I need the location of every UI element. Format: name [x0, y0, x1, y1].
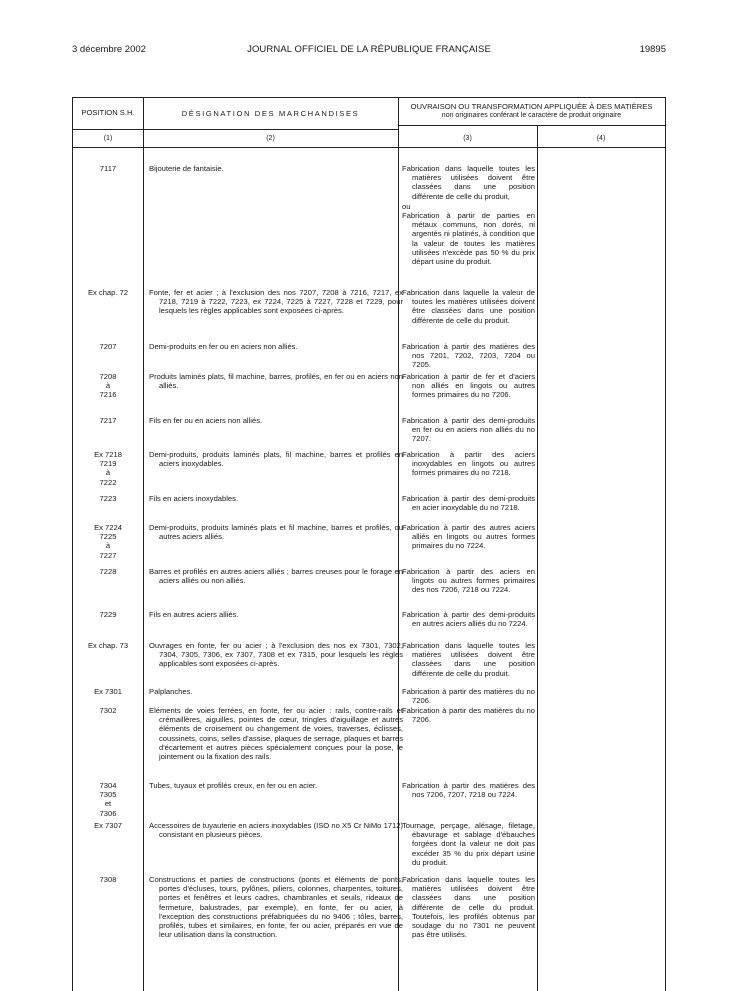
- processing-rule: [402, 821, 535, 868]
- processing-rule-paragraph: Tournage, perçage, alésage, filetage, ébavurage et sablage d'ébauches forgées dont la valeur ne doit pas excéder 35 % du prix départ usine du produit.: [402, 821, 535, 867]
- hs-position-line: 7207: [99, 342, 117, 351]
- goods-designation: Constructions et parties de constructions (ponts et éléments de ponts, portes d'écluses, tours, pylônes, piliers, colonnes, charpentes, toitures, portes et fenêtres et leurs cadres, chambranles et seuils, rideaux de fermeture, balustrades, par exemple), en fonte, fer ou acier, à l'exception des constructions préfabriquées du no 9406 ; tôles, barres, profilés, tubes et similaires, en fonte, fer ou acier, préparés en vue de leur utilisation dans la construction.: [149, 875, 403, 940]
- processing-rule: [402, 494, 535, 513]
- goods-designation: Accessoires de tuyauterie en aciers inoxydables (ISO no X5 Cr NiMo 1712) consistant en plusieurs pièces.: [149, 821, 403, 840]
- processing-rule-paragraph: Fabrication à partir des matières du no 7206.: [402, 706, 535, 725]
- column-number-1: (1): [103, 135, 113, 142]
- processing-rule: [402, 875, 535, 940]
- goods-designation: Fonte, fer et acier ; à l'exclusion des nos 7207, 7208 à 7216, 7217, ex 7218, 7219 à 7222, 7223, ex 7224, 7225 à 7227, 7228 et 7229, pour lesquels les règles applicables sont exposées ci-après.: [149, 288, 403, 316]
- hs-position: [73, 494, 143, 503]
- goods-designation: Eléments de voies ferrées, en fonte, fer ou acier : rails, contre-rails et crémaillères, aiguilles, pointes de cœur, tringles d'aiguillage et autres éléments de croisement ou changement de voies, traverses, éclisses, coussinets, coins, selles d'assise, plaques de serrage, plaques et barres d'écartement et autres pièces spécialement conçues pour la pose, le jointement ou la fixation des rails.: [149, 706, 403, 762]
- column-divider: [398, 98, 399, 991]
- hs-position: [73, 416, 143, 425]
- processing-rule-paragraph: Fabrication à partir des aciers inoxydables en lingots ou autres formes primaires du no 7218.: [402, 450, 535, 478]
- goods-designation: Fils en aciers inoxydables.: [149, 494, 239, 503]
- hs-position: [73, 781, 143, 818]
- processing-rule: [402, 706, 535, 725]
- header-ouvraison: OUVRAISON OU TRANSFORMATION APPLIQUÉE À DES MATIÈRES: [410, 102, 653, 111]
- hs-position-line: Ex chap. 72: [87, 288, 129, 297]
- hs-position-line: 7229: [99, 610, 117, 619]
- hs-position: [73, 372, 143, 400]
- header-ouvraison-sub: non originaires conférant le caractère de produit originaire: [441, 112, 622, 119]
- column-divider: [143, 98, 144, 991]
- hs-position-line: 7117: [99, 164, 117, 173]
- processing-rule: [402, 288, 535, 326]
- hs-position-line: Ex 7224: [94, 523, 122, 532]
- header-bottom-line: [73, 147, 665, 148]
- hs-position-line: 7306: [99, 808, 117, 818]
- hs-position-line: 7304: [99, 781, 117, 790]
- processing-rule: [402, 523, 535, 552]
- hs-position: [73, 288, 143, 297]
- processing-rule-paragraph: ou: [402, 201, 411, 211]
- hs-position: [73, 706, 143, 715]
- processing-rule-paragraph: Fabrication dans laquelle toutes les matières utilisées doivent être classées dans une position différente de celle du produit,: [402, 164, 535, 201]
- hs-position-line: 7223: [99, 494, 117, 503]
- hs-position: [73, 450, 143, 487]
- processing-rule-paragraph: Fabrication à partir des matières des nos 7206, 7207, 7218 ou 7224.: [402, 781, 535, 800]
- processing-rule-paragraph: Fabrication à partir des demi-produits en acier inoxydable du no 7218.: [402, 494, 535, 513]
- processing-rule: [402, 610, 535, 629]
- processing-rule-paragraph: Fabrication à partir des demi-produits en autres aciers alliés du no 7224.: [402, 610, 535, 629]
- hs-position: [73, 821, 143, 830]
- hs-position: [73, 610, 143, 619]
- processing-rule: [402, 687, 535, 706]
- hs-position: [73, 342, 143, 351]
- processing-rule: [402, 781, 535, 800]
- hs-position-line: à: [105, 541, 111, 551]
- goods-designation: Tubes, tuyaux et profilés creux, en fer ou en acier.: [149, 781, 318, 790]
- processing-rule: [402, 450, 535, 479]
- page-number: 19895: [639, 44, 666, 55]
- hs-position: [73, 567, 143, 576]
- goods-designation: Fils en autres aciers alliés.: [149, 610, 239, 619]
- goods-designation: Bijouterie de fantaisie.: [149, 164, 224, 173]
- hs-position-line: Ex chap. 73: [87, 641, 129, 650]
- hs-position: [73, 875, 143, 884]
- hs-position-line: Ex 7218: [94, 450, 122, 459]
- column-number-4: (4): [596, 135, 606, 142]
- goods-designation: Demi-produits, produits laminés plats et fil machine, barres et profilés, ou autres aciers alliés.: [149, 523, 403, 542]
- hs-position-line: 7208: [99, 372, 117, 381]
- hs-position-line: à: [105, 468, 111, 478]
- goods-designation: Produits laminés plats, fil machine, barres, profilés, en fer ou en aciers non alliés.: [149, 372, 403, 391]
- hs-position: [73, 687, 143, 696]
- processing-rule-paragraph: Fabrication dans laquelle la valeur de toutes les matières utilisées doivent être classées dans une position différente de celle du produit.: [402, 288, 535, 325]
- page-header: [72, 44, 666, 58]
- hs-position: [73, 523, 143, 560]
- journal-title: JOURNAL OFFICIEL DE LA RÉPUBLIQUE FRANÇAISE: [247, 44, 491, 55]
- column-number-3: (3): [463, 135, 472, 142]
- processing-rule: [402, 641, 535, 679]
- processing-rule-paragraph: Fabrication à partir des matières du no 7206.: [402, 687, 535, 706]
- hs-position-line: 7227: [99, 550, 117, 560]
- processing-rule-paragraph: Fabrication à partir de parties en métaux communs, non dorés, ni argentés ni platinés, à condition que la valeur de toutes les matières utilisées n'excède pas 50 % du prix départ usine du produit.: [402, 211, 535, 267]
- hs-position-line: 7225: [99, 532, 117, 542]
- processing-rule-paragraph: Fabrication à partir de fer et d'aciers non alliés en lingots ou autres formes primaires du no 7206.: [402, 372, 535, 400]
- processing-rule: [402, 164, 535, 267]
- hs-position: [73, 641, 143, 650]
- header-designation: DÉSIGNATION DES MARCHANDISES: [181, 109, 360, 118]
- processing-rule-paragraph: Fabrication dans laquelle toutes les matières utilisées doivent être classées dans une position différente de celle du produit. Toutefois, les profilés obtenus par soudage du no 7301 ne peuvent pas être utilisés.: [402, 875, 535, 940]
- processing-rule-paragraph: Fabrication à partir des aciers en lingots ou autres formes primaires des nos 7206, 7218 ou 7224.: [402, 567, 535, 595]
- goods-designation: Palplanches.: [149, 687, 193, 696]
- processing-rule-paragraph: Fabrication à partir des matières des nos 7201, 7202, 7203, 7204 ou 7205.: [402, 342, 535, 370]
- hs-position: [73, 164, 143, 173]
- publication-date: 3 décembre 2002: [72, 44, 146, 55]
- hs-position-line: 7305: [99, 790, 117, 800]
- hs-position-line: 7216: [99, 390, 117, 400]
- hs-position-line: à: [105, 381, 111, 391]
- processing-rule: [402, 372, 535, 401]
- processing-rule-paragraph: Fabrication dans laquelle toutes les matières utilisées doivent être classées dans une position différente de celle du produit.: [402, 641, 535, 678]
- hs-position-line: 7219: [99, 459, 117, 469]
- hs-position-line: Ex 7301: [94, 687, 122, 696]
- header-position: POSITION S.H.: [81, 108, 135, 117]
- hs-position-line: 7228: [99, 567, 117, 576]
- column-divider: [537, 125, 538, 991]
- goods-designation: Demi-produits, produits laminés plats, fil machine, barres et profilés en aciers inoxydables.: [149, 450, 403, 469]
- hs-position-line: Ex 7307: [94, 821, 122, 830]
- processing-rule-paragraph: Fabrication à partir des demi-produits en fer ou en aciers non alliés du no 7207.: [402, 416, 535, 444]
- goods-designation: Ouvrages en fonte, fer ou acier ; à l'exclusion des nos ex 7301, 7302, 7304, 7305, 7306, ex 7307, 7308 et ex 7315, pour lesquels les règles applicables sont exposées ci-après.: [149, 641, 403, 669]
- processing-rule: [402, 342, 535, 371]
- processing-rule: [402, 416, 535, 445]
- hs-position-line: 7308: [99, 875, 117, 884]
- hs-position-line: 7217: [99, 416, 117, 425]
- hs-position-line: 7302: [99, 706, 117, 715]
- processing-rule: [402, 567, 535, 596]
- hs-position-line: et: [104, 799, 112, 809]
- header-divider-left: [73, 129, 398, 130]
- header-subdivider: [398, 125, 665, 126]
- hs-position-line: 7222: [99, 477, 117, 487]
- goods-designation: Demi-produits en fer ou en aciers non alliés.: [149, 342, 298, 351]
- processing-rule-paragraph: Fabrication à partir des autres aciers alliés en lingots ou autres formes primaires du no 7224.: [402, 523, 535, 551]
- goods-designation: Barres et profilés en autres aciers alliés ; barres creuses pour le forage en aciers alliés ou non alliés.: [149, 567, 403, 586]
- column-number-2: (2): [266, 135, 275, 142]
- origin-rules-table: [72, 97, 666, 991]
- goods-designation: Fils en fer ou en aciers non alliés.: [149, 416, 263, 425]
